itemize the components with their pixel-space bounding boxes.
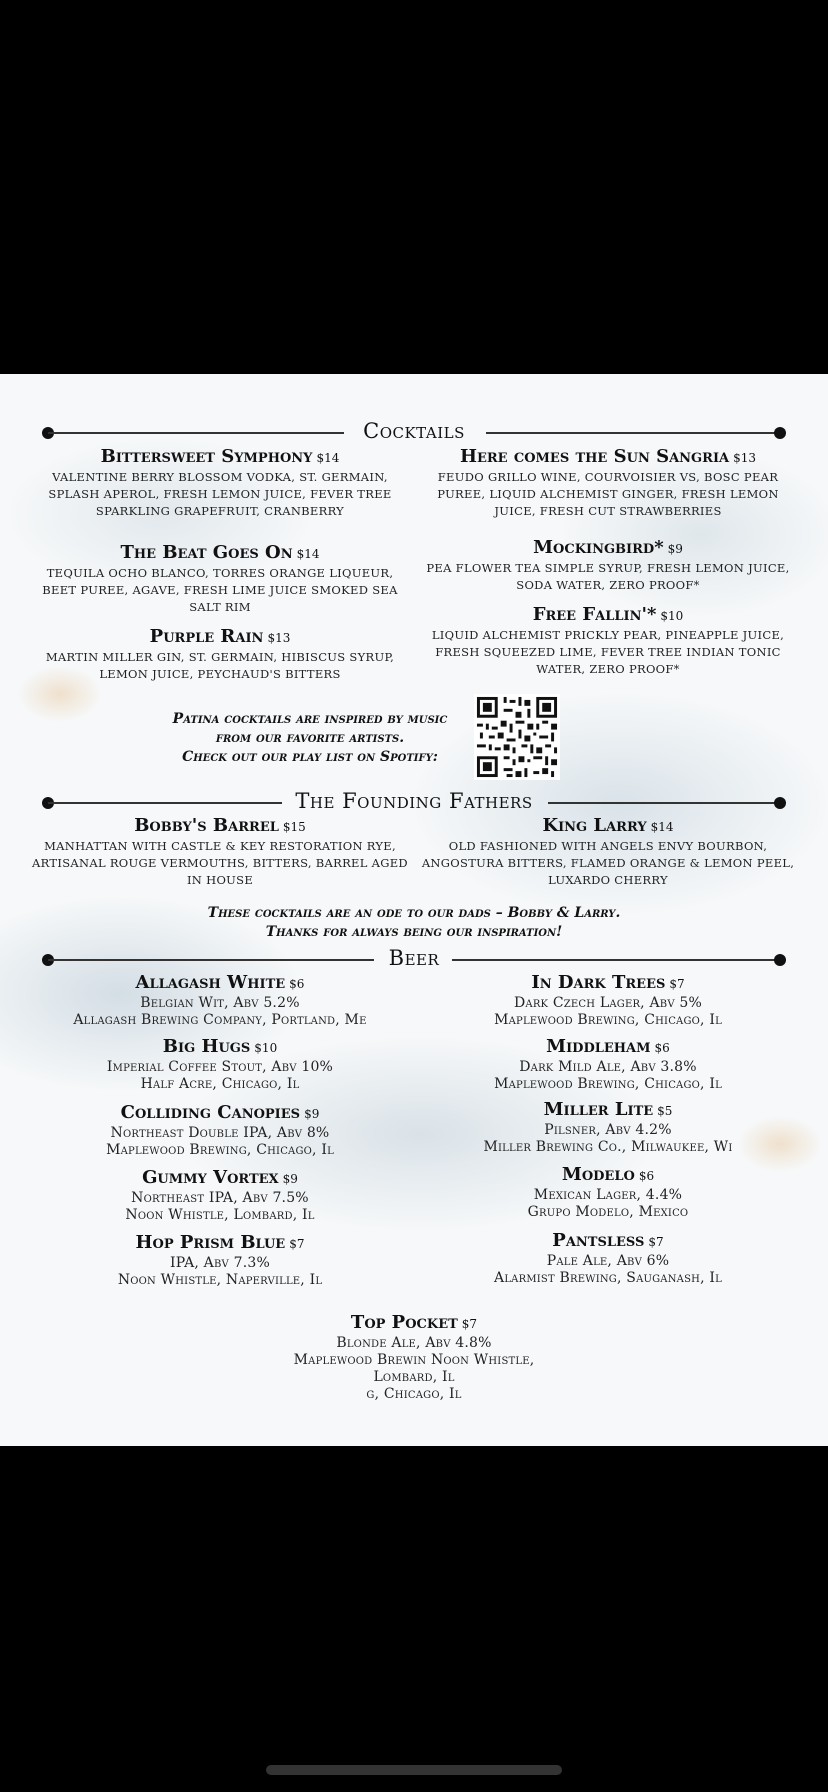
home-indicator[interactable] — [266, 1765, 562, 1775]
beer-item — [30, 1232, 410, 1289]
beer-divider — [42, 946, 786, 970]
item-price: $7 — [289, 1237, 305, 1251]
item-name: Middleham — [546, 1036, 651, 1057]
beer-style: Dark Czech Lager, Abv 5% — [513, 995, 703, 1011]
item-price: $6 — [289, 977, 305, 991]
item-price: $13 — [267, 631, 291, 645]
section-title-founding-fathers: The Founding Fathers — [295, 789, 533, 813]
beer-item — [30, 1167, 410, 1224]
beer-style: Mexican Lager, 4.4% — [533, 1187, 683, 1203]
beer-brewery: Maplewood Brewing, Chicago, Il — [494, 1076, 722, 1092]
beer-item — [418, 1099, 798, 1156]
item-name: Purple Rain — [149, 626, 264, 647]
item-price: $15 — [282, 820, 306, 834]
beer-brewery: Half Acre, Chicago, Il — [140, 1076, 300, 1092]
item-price: $7 — [461, 1317, 478, 1331]
beer-item — [418, 972, 798, 1029]
item-name: Colliding Canopies — [120, 1102, 301, 1123]
cocktails-divider — [42, 419, 786, 443]
item-price: $5 — [657, 1104, 673, 1118]
beer-item — [418, 1164, 798, 1221]
item-price: $6 — [638, 1169, 655, 1183]
item-name: Free Fallin'* — [532, 604, 657, 625]
item-price: $10 — [254, 1041, 278, 1055]
item-description: OLD FASHIONED WITH ANGELS ENVY BOURBON, ANGOSTURA BITTERS, FLAMED ORANGE & LEMON PEEL, LUXARDO CHERRY — [421, 839, 795, 887]
beer-item — [30, 972, 410, 1029]
item-name: Bittersweet Symphony — [100, 446, 313, 467]
beer-brewery: Miller Brewing Co., Milwaukee, Wi — [483, 1139, 733, 1155]
item-name: Allagash White — [135, 972, 286, 993]
beer-item — [224, 1312, 604, 1403]
beer-brewery: Grupo Modelo, Mexico — [527, 1204, 689, 1220]
beer-item — [30, 1102, 410, 1159]
beer-brewery: Alarmist Brewing, Sauganash, Il — [494, 1270, 722, 1286]
beer-style: Dark Mild Ale, Abv 3.8% — [519, 1059, 697, 1075]
menu-item — [418, 537, 798, 594]
item-name: The Beat Goes On — [120, 542, 293, 563]
item-price: $6 — [654, 1041, 670, 1055]
item-name: Top Pocket — [350, 1312, 458, 1333]
item-price: $13 — [733, 451, 757, 465]
menu-item — [418, 604, 798, 678]
beer-style: Northeast IPA, Abv 7.5% — [131, 1190, 309, 1206]
item-price: $14 — [296, 547, 320, 561]
menu-item — [30, 446, 410, 520]
beer-brewery: Noon Whistle, Naperville, Il — [117, 1272, 323, 1288]
item-description: FEUDO GRILLO WINE, COURVOISIER VS, BOSC PEAR PUREE, LIQUID ALCHEMIST GINGER, FRESH LEMON JUICE, FRESH CUT STRAWBERRIES — [437, 470, 779, 518]
section-title-beer: Beer — [388, 946, 440, 970]
founding-divider — [42, 789, 786, 813]
beer-item — [30, 1036, 410, 1093]
beer-brewery: Lombard, Il — [373, 1369, 455, 1385]
item-description: TEQUILA OCHO BLANCO, TORRES ORANGE LIQUEUR, BEET PUREE, AGAVE, FRESH LIME JUICE SMOKED SEA SALT RIM — [42, 566, 398, 614]
beer-style: Blonde Ale, Abv 4.8% — [336, 1335, 492, 1351]
beer-brewery: Maplewood Brewin Noon Whistle, — [293, 1352, 535, 1368]
menu-item — [30, 626, 410, 683]
menu-item — [418, 446, 798, 520]
beer-brewery: Maplewood Brewing, Chicago, Il — [494, 1012, 722, 1028]
item-description: MANHATTAN WITH CASTLE & KEY RESTORATION RYE, ARTISANAL ROUGE VERMOUTHS, BITTERS, BARREL AGED IN HOUSE — [32, 839, 408, 887]
spotify-note: Patina cocktails are inspired by music from our favorite artists. Check out our play list on Spotify: — [172, 711, 448, 765]
item-name: Modelo — [561, 1164, 635, 1185]
item-price: $7 — [669, 977, 685, 991]
menu-page — [0, 374, 828, 1446]
item-price: $14 — [650, 820, 674, 834]
item-name: In Dark Trees — [531, 972, 666, 993]
beer-style: Imperial Coffee Stout, Abv 10% — [106, 1059, 334, 1075]
item-description: PEA FLOWER TEA SIMPLE SYRUP, FRESH LEMON JUICE, SODA WATER, ZERO PROOF* — [426, 561, 790, 592]
item-name: Gummy Vortex — [142, 1167, 279, 1188]
beer-style: Belgian Wit, Abv 5.2% — [140, 995, 300, 1011]
menu-item — [30, 815, 410, 889]
beer-style: Pale Ale, Abv 6% — [546, 1253, 670, 1269]
item-name: King Larry — [542, 815, 647, 836]
menu-item — [30, 542, 410, 616]
founding-note: These cocktails are an ode to our dads – Bobby & Larry. Thanks for always being our inspiration! — [207, 905, 621, 940]
spotify-qr-code-icon[interactable] — [474, 694, 560, 780]
item-price: $9 — [282, 1172, 298, 1186]
item-price: $14 — [316, 451, 340, 465]
beer-style: Northeast Double IPA, Abv 8% — [110, 1125, 330, 1141]
item-price: $9 — [667, 542, 683, 556]
item-name: Hop Prism Blue — [135, 1232, 286, 1253]
item-description: LIQUID ALCHEMIST PRICKLY PEAR, PINEAPPLE JUICE, FRESH SQUEEZED LIME, FEVER TREE INDIAN TONIC WATER, ZERO PROOF* — [431, 628, 785, 676]
beer-style: IPA, Abv 7.3% — [170, 1255, 270, 1271]
item-price: $7 — [648, 1235, 664, 1249]
item-description: VALENTINE BERRY BLOSSOM VODKA, ST. GERMAIN, SPLASH APEROL, FRESH LEMON JUICE, FEVER TREE SPARKLING GRAPEFRUIT, CRANBERRY — [48, 470, 392, 518]
item-name: Pantsless — [552, 1230, 645, 1251]
beer-brewery: Maplewood Brewing, Chicago, Il — [106, 1142, 334, 1158]
item-name: Big Hugs — [162, 1036, 251, 1057]
item-name: Bobby's Barrel — [134, 815, 279, 836]
item-price: $10 — [660, 609, 684, 623]
menu-item — [418, 815, 798, 889]
section-title-cocktails: Cocktails — [363, 419, 465, 443]
item-name: Here comes the Sun Sangria — [459, 446, 730, 467]
item-name: Miller Lite — [543, 1099, 654, 1120]
item-description: MARTIN MILLER GIN, ST. GERMAIN, HIBISCUS SYRUP, LEMON JUICE, PEYCHAUD'S BITTERS — [45, 650, 395, 681]
beer-brewery: Noon Whistle, Lombard, Il — [125, 1207, 315, 1223]
item-price: $9 — [304, 1107, 320, 1121]
beer-style: Pilsner, Abv 4.2% — [544, 1122, 672, 1138]
beer-brewery: Allagash Brewing Company, Portland, Me — [73, 1012, 367, 1028]
beer-brewery: g, Chicago, Il — [366, 1386, 462, 1402]
beer-item — [418, 1230, 798, 1287]
beer-item — [418, 1036, 798, 1093]
item-name: Mockingbird* — [533, 537, 664, 558]
